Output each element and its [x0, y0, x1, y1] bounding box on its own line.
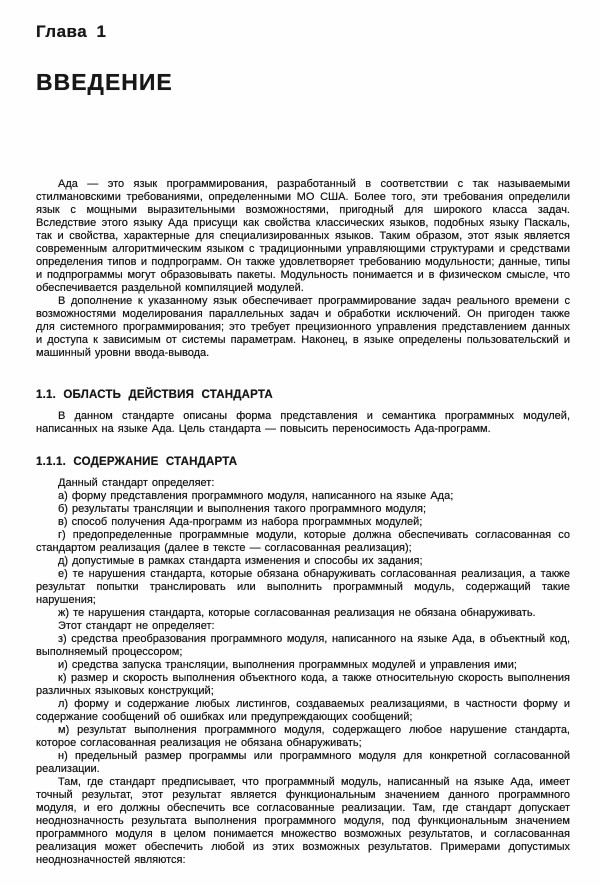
section-1-1-paragraph: В данном стандарте описаны форма представления и семантика программных модулей, написанных на языке Ада. Цель стандарта — повысить переносимость Ада-программ. — [36, 410, 570, 435]
defines-item-e: е) те нарушения стандарта, которые обязана обнаруживать согласованная реализация, а также результат попытки транслировать или выполнить программный модуль, содержащий такие нарушения; — [36, 568, 570, 606]
not-defines-item-l: л) форму и содержание любых листингов, создаваемых реализациями, в частности форму и содержание сообщений об ошибках или предупреждающих сообщений; — [36, 698, 570, 723]
defines-item-g: г) предопределенные программные модули, которые должна обеспечивать согласованная со стандартом реализация (далее в тексте — согласованная реализация); — [36, 529, 570, 554]
not-defines-item-k: к) размер и скорость выполнения объектного кода, а также относительную скорость выполнения различных языковых конструкций; — [36, 672, 570, 697]
defines-intro-line: Данный стандарт определяет: — [58, 477, 215, 489]
section-1-1-1-heading: 1.1.1. СОДЕРЖАНИЕ СТАНДАРТА — [36, 456, 238, 468]
defines-item-b: б) результаты трансляции и выполнения такого программного модуля; — [58, 503, 427, 515]
page-title: ВВЕДЕНИЕ — [36, 69, 173, 95]
not-defines-item-i: и) средства запуска трансляции, выполнения программных модулей и управления ими; — [58, 659, 517, 671]
not-defines-item-z: з) средства преобразования программного модуля, написанного на языке Ада, в объектный код, выполняемый процессором; — [36, 633, 570, 658]
section-1-1-heading: 1.1. ОБЛАСТЬ ДЕЙСТВИЯ СТАНДАРТА — [36, 389, 273, 401]
intro-paragraph-1: Ада — это язык программирования, разработанный в соответствии с так называемыми стилмановскими требованиями, определенными МО США. Более того, эти требования определили язык с мощными выразительными возможностями, пригодный для широкого класса задач. Вследствие этого языку Ада присущи как свойства классических языков, подобных языку Паскаль, так и свойства, характерные для специализированных языков. Таким образом, этот язык является современным алгоритмическим языком с традиционными управляющими структурами и средствами определения типов и подпрограмм. Он также удовлетворяет требованию модульности; данные, типы и подпрограммы могут образовывать пакеты. Модульность понимается и в физическом смысле, что обеспечивается раздельной компиляцией модулей. — [36, 178, 570, 294]
not-defines-intro-line: Этот стандарт не определяет: — [58, 620, 215, 632]
defines-item-a: а) форму представления программного модуля, написанного на языке Ада; — [58, 490, 454, 502]
intro-paragraph-2: В дополнение к указанному язык обеспечивает программирование задач реального времени с возможностями моделирования параллельных задач и обработки исключений. Он пригоден также для системного программирования; это требует прецизионного управления представлением данных и доступа к зависимым от системы параметрам. Наконец, в языке определены пользовательский и машинный уровни ввода-вывода. — [36, 295, 570, 359]
defines-item-v: в) способ получения Ада-программ из набора программных модулей; — [58, 516, 423, 528]
not-defines-item-n: н) предельный размер программы или программного модуля для конкретной согласованной реализации. — [36, 750, 570, 775]
closing-paragraph: Там, где стандарт предписывает, что программный модуль, написанный на языке Ада, имеет точный результат, этот результат является функциональным значением данного программного модуля, и его должны обеспечить все согласованные реализации. Там, где стандарт допускает неоднозначность результата выполнения программного модуля, под функциональным значением программного модуля в целом понимается множество возможных результатов, и согласованная реализация может обеспечить любой из этих возможных результатов. Примерами допустимых неоднозначностей являются: — [36, 776, 570, 866]
defines-item-zh: ж) те нарушения стандарта, которые согласованная реализация не обязана обнаруживать. — [58, 607, 536, 619]
not-defines-item-m: м) результат выполнения программного модуля, содержащего любое нарушение стандарта, которое согласованная реализация не обязана обнаруживать; — [36, 724, 570, 749]
defines-item-d: д) допустимые в рамках стандарта изменения и способы их задания; — [58, 555, 423, 567]
body-text — [36, 178, 570, 867]
chapter-label: Глава 1 — [36, 22, 107, 41]
